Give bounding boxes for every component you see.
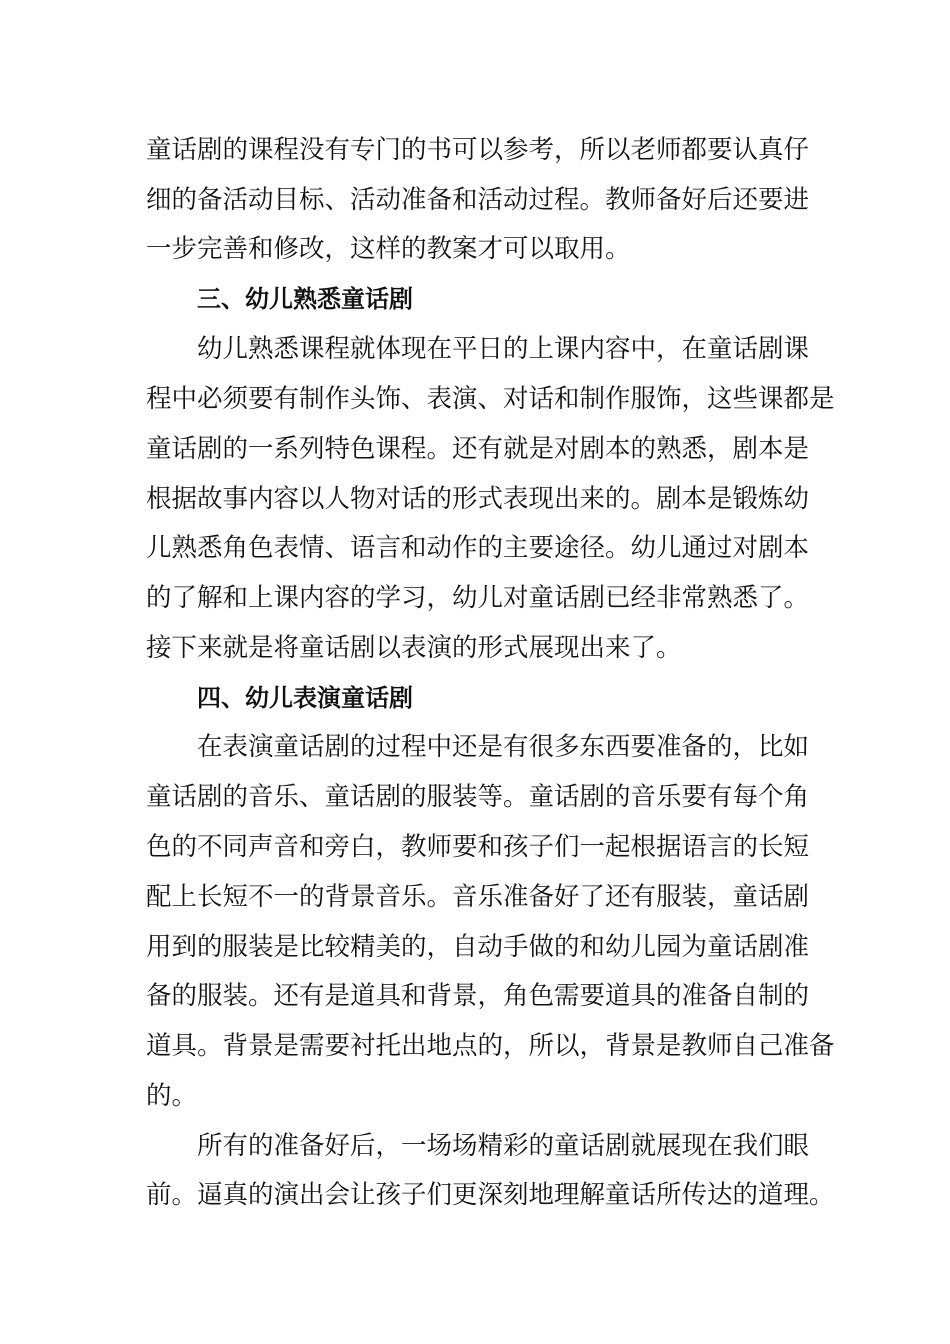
paragraph-first-line: 幼儿熟悉课程就体现在平日的上课内容中，在童话剧课 [197,334,810,364]
body-line: 接下来就是将童话剧以表演的形式展现出来了。 [146,633,682,663]
body-line: 童话剧的课程没有专门的书可以参考，所以老师都要认真仔 [146,135,810,165]
section-heading-3: 三、幼儿熟悉童话剧 [197,285,413,313]
body-line: 细的备活动目标、活动准备和活动过程。教师备好后还要进 [146,185,810,215]
body-line: 配上长短不一的背景音乐。音乐准备好了还有服装，童话剧 [146,882,810,912]
body-line: 童话剧的一系列特色课程。还有就是对剧本的熟悉，剧本是 [146,434,810,464]
body-line: 童话剧的音乐、童话剧的服装等。童话剧的音乐要有每个角 [146,782,810,812]
body-line: 一步完善和修改，这样的教案才可以取用。 [146,234,631,264]
body-line: 根据故事内容以人物对话的形式表现出来的。剧本是锻炼幼 [146,484,810,514]
body-line: 用到的服装是比较精美的，自动手做的和幼儿园为童话剧准 [146,932,810,962]
section-heading-4: 四、幼儿表演童话剧 [197,684,413,712]
body-line: 的了解和上课内容的学习，幼儿对童话剧已经非常熟悉了。 [146,583,810,613]
body-line: 前。逼真的演出会让孩子们更深刻地理解童话所传达的道理。 [146,1180,835,1210]
body-line: 儿熟悉角色表情、语言和动作的主要途径。幼儿通过对剧本 [146,533,810,563]
body-line: 色的不同声音和旁白，教师要和孩子们一起根据语言的长短 [146,832,810,862]
body-line: 的。 [146,1081,198,1111]
body-line: 程中必须要有制作头饰、表演、对话和制作服饰，这些课都是 [146,384,835,414]
paragraph-first-line: 所有的准备好后，一场场精彩的童话剧就展现在我们眼 [197,1131,810,1161]
body-line: 备的服装。还有是道具和背景，角色需要道具的准备自制的 [146,981,810,1011]
body-line: 道具。背景是需要衬托出地点的，所以，背景是教师自己准备 [146,1031,835,1061]
paragraph-first-line: 在表演童话剧的过程中还是有很多东西要准备的，比如 [197,732,810,762]
